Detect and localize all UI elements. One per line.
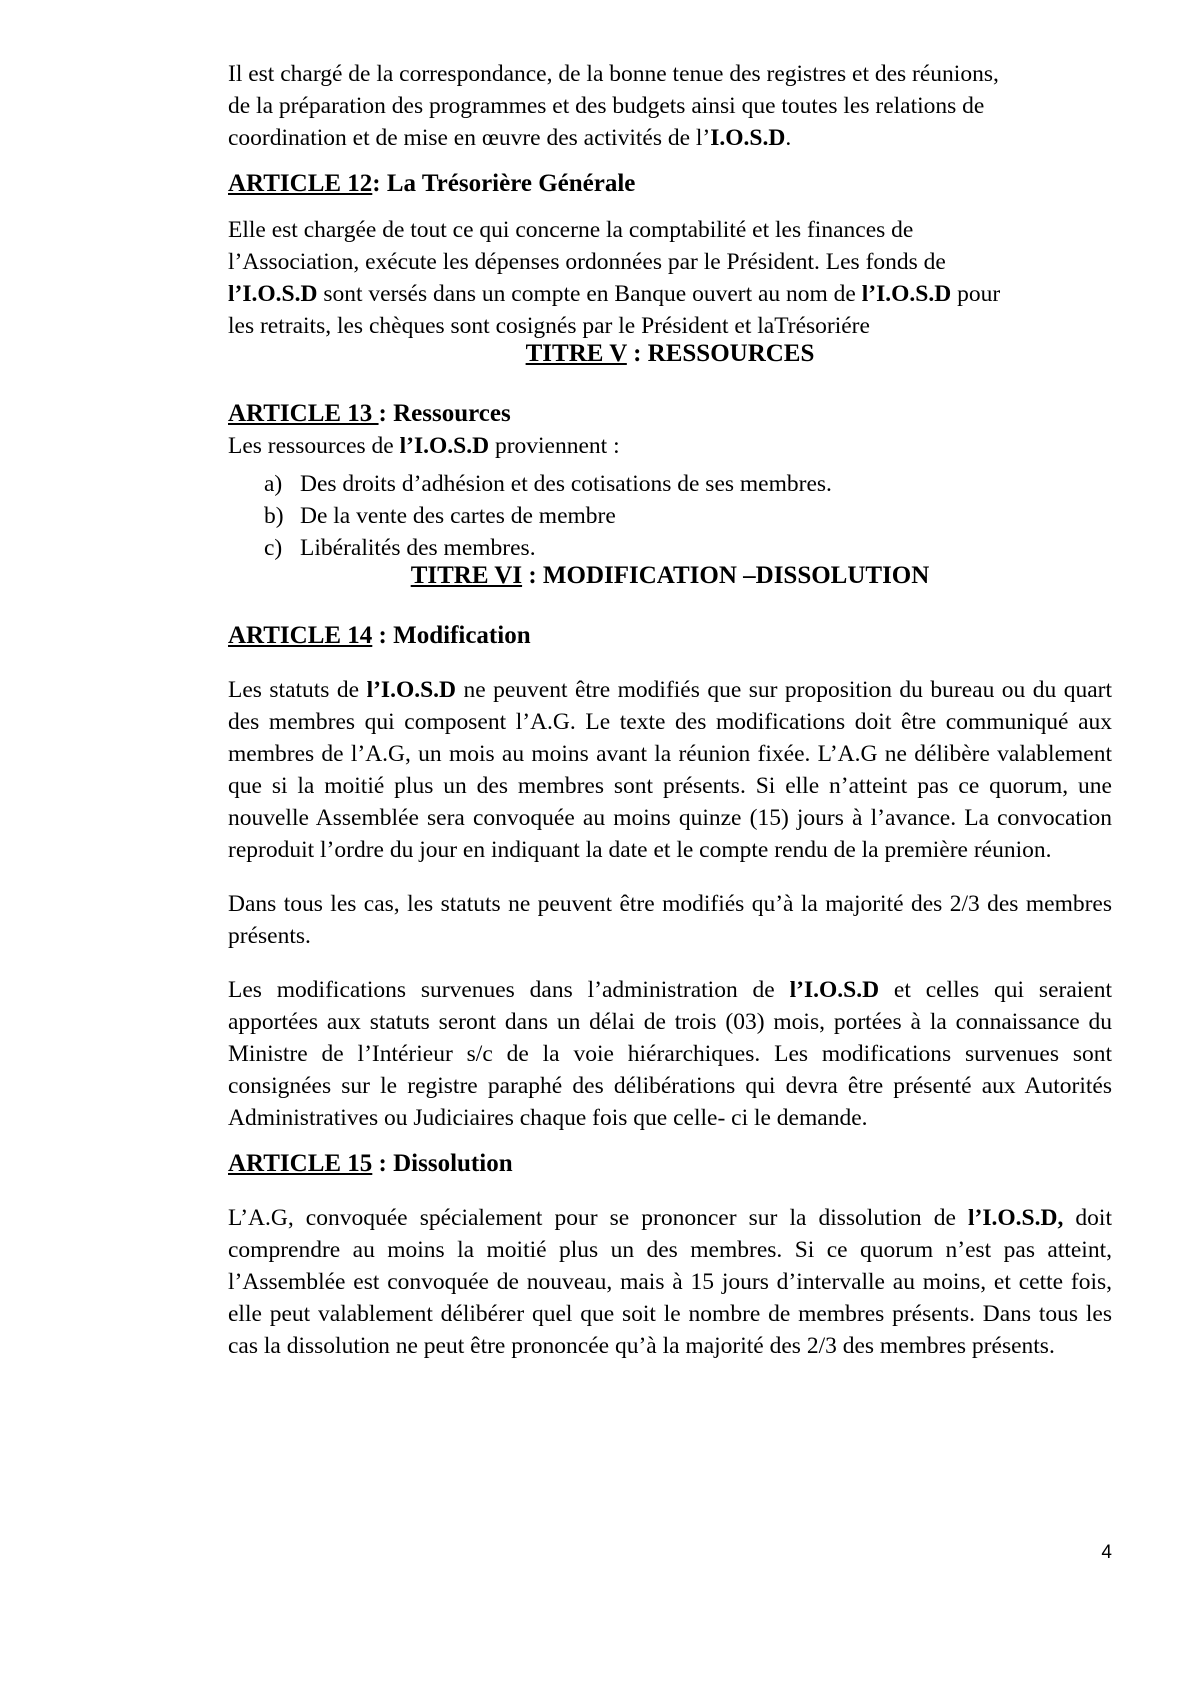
iosd-bold: l’I.O.S.D, [968,1205,1064,1231]
article-15-title: : Dissolution [372,1150,513,1177]
article-15-paragraph [228,1202,1112,1362]
article-12-line [228,278,1112,310]
list-marker: c) [264,535,283,561]
article-14-text: ne peuvent être modifiés que sur proposition du bureau ou du quart des membres qui composent l’A.G. Le texte des modifications doit être communiqué aux membres de l’A.G, un mois au moins avant la réunion fixée. L’A.G ne délibère valablement que si la moitié plus un des membres sont présents. Si elle n’atteint pas ce quorum, une nouvelle Assemblée sera convoquée au moins quinze (15) jours à l’avance. La convocation reproduit l’ordre du jour en indiquant la date et le compte rendu de la première réunion. [228,677,1112,863]
intro-line: Il est chargé de la correspondance, de la bonne tenue des registres et des réunions, [228,61,999,87]
article-14-label: ARTICLE 14 [228,622,373,649]
intro-text: coordination et de mise en œuvre des activités de l’ [228,125,711,151]
article-14-paragraph-3 [228,974,1112,1134]
article-14-text: Les statuts de [228,677,367,703]
list-item-text: De la vente des cartes de membre [300,503,616,529]
iosd-bold: l’I.O.S.D [399,433,490,459]
list-item [264,500,1112,532]
iosd-bold: l’I.O.S.D [228,281,318,307]
article-14-text: Les modifications survenues dans l’administration de [228,977,790,1003]
article-12-label: ARTICLE 12 [228,170,373,197]
article-12-line: l’Association, exécute les dépenses ordonnées par le Président. Les fonds de [228,249,946,275]
titre-vi-label: TITRE VI [410,562,523,589]
list-item-text: Des droits d’adhésion et des cotisations de ses membres. [300,471,832,497]
intro-paragraph [228,58,1112,154]
article-12-text: pour [951,281,1001,307]
article-13-heading [228,398,1112,430]
list-marker: b) [264,503,284,529]
titre-v-heading [228,338,1112,370]
iosd-bold: I.O.S.D [710,125,786,151]
article-12-title: : La Trésorière Générale [372,170,636,197]
intro-line: de la préparation des programmes et des budgets ainsi que toutes les relations de [228,93,985,119]
article-15-heading [228,1148,1112,1180]
article-12-heading [228,168,1112,200]
iosd-bold: l’I.O.S.D [789,977,880,1003]
article-14-paragraph-2: Dans tous les cas, les statuts ne peuvent être modifiés qu’à la majorité des 2/3 des membres présents. [228,891,1112,949]
list-item-text: Libéralités des membres. [300,535,536,561]
article-14-heading [228,620,1112,652]
article-12-line: les retraits, les chèques sont cosignés par le Président et laTrésoriére [228,313,870,339]
article-14-title: : Modification [372,622,531,649]
article-12-text: sont versés dans un compte en Banque ouvert au nom de [317,281,862,307]
article-13-intro [228,430,1112,462]
iosd-bold: l’I.O.S.D [861,281,952,307]
article-15-text: L’A.G, convoquée spécialement pour se prononcer sur la dissolution de [228,1205,969,1231]
article-13-title: : Ressources [378,400,511,427]
list-item [264,468,1112,500]
article-13-text: proviennent : [489,433,620,459]
titre-v-label: TITRE V [525,340,627,367]
document-page [228,58,1112,1362]
titre-v-title: : RESSOURCES [626,340,815,367]
article-15-text: doit comprendre au moins la moitié plus un des membres. Si ce quorum n’est pas atteint, l’Assemblée est convoquée de nouveau, mais à 15 jours d’intervalle au moins, et cette fois, elle peut valablement délibérer quel que soit le nombre de membres présents. Dans tous les cas la dissolution ne peut être prononcée qu’à la majorité des 2/3 des membres présents. [228,1205,1112,1359]
titre-vi-title: : MODIFICATION –DISSOLUTION [522,562,930,589]
article-12-paragraph [228,214,1112,342]
page-number: 4 [1101,1542,1112,1563]
intro-line [228,122,1112,154]
article-14-paragraph-1 [228,674,1112,866]
iosd-bold: l’I.O.S.D [366,677,457,703]
intro-text: . [785,125,792,151]
article-15-label: ARTICLE 15 [228,1150,373,1177]
list-marker: a) [264,471,283,497]
titre-vi-heading [228,560,1112,592]
article-14-text: et celles qui seraient apportées aux statuts seront dans un délai de trois (03) mois, portées à la connaissance du Ministre de l’Intérieur s/c de la voie hiérarchiques. Les modifications survenues sont consignées sur le registre paraphé des délibérations qui devra être présenté aux Autorités Administratives ou Judiciaires chaque fois que celle- ci le demande. [228,977,1112,1131]
article-13-text: Les ressources de [228,433,400,459]
article-12-line: Elle est chargée de tout ce qui concerne la comptabilité et les finances de [228,217,914,243]
article-13-label: ARTICLE 13 [228,400,379,427]
resources-list [228,468,1112,564]
